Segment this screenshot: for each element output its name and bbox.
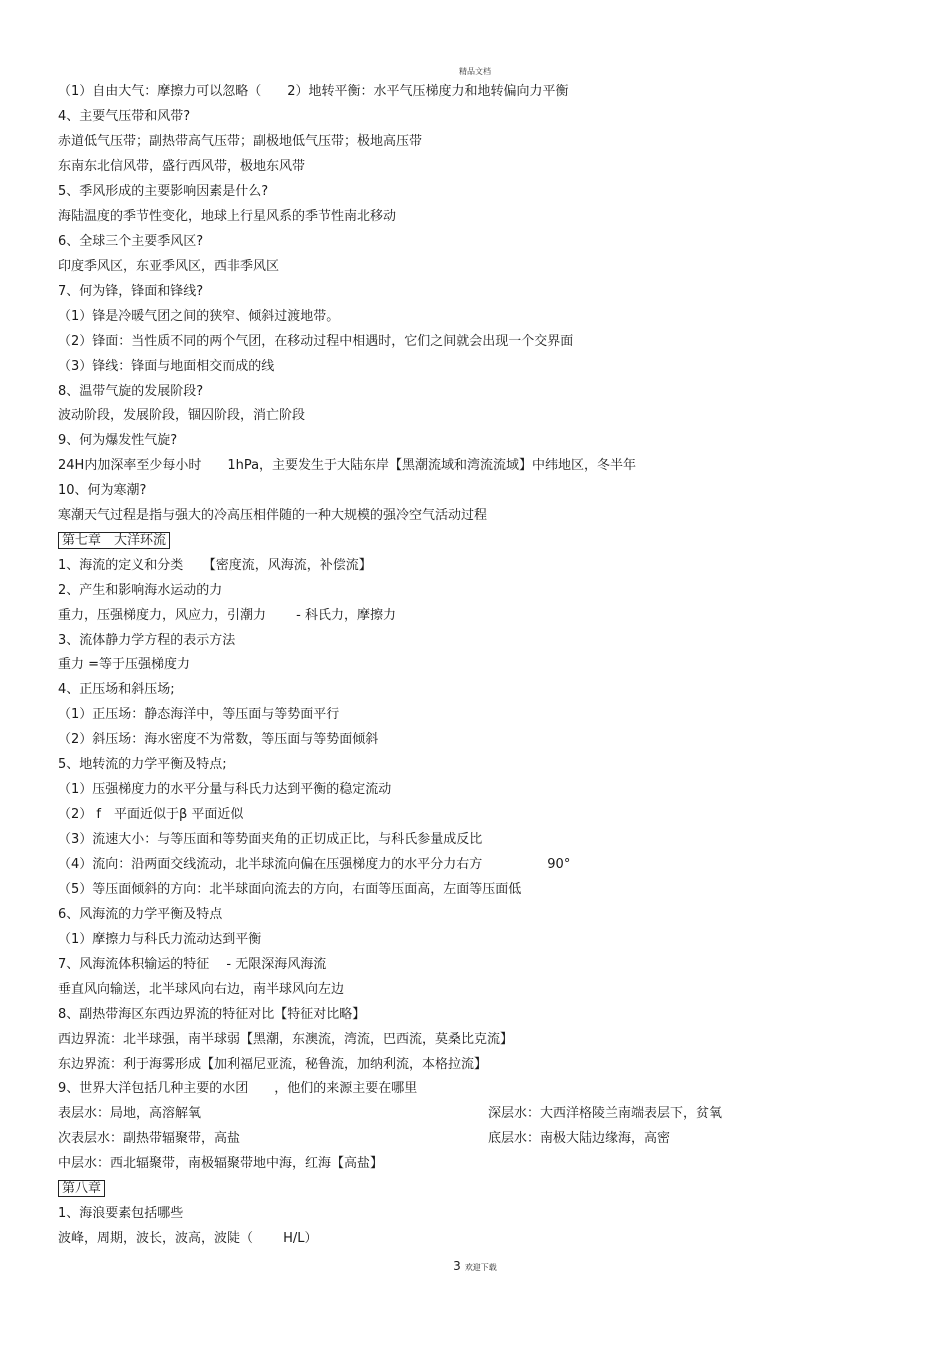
question-heading: 4、主要气压带和风带? <box>58 109 191 124</box>
footer-text: 欢迎下载 <box>464 1263 497 1272</box>
text-line: 海陆温度的季节性变化，地球上行星风系的季节性南北移动 <box>58 209 397 224</box>
question-heading: 1、海流的定义和分类 【密度流，风海流，补偿流】 <box>58 558 372 573</box>
question-heading: 6、风海流的力学平衡及特点 <box>58 907 223 922</box>
question-heading: 7、何为锋，锋面和锋线? <box>58 284 204 299</box>
text-line: 赤道低气压带；副热带高气压带；副极地低气压带；极地高压带 <box>58 134 423 149</box>
question-heading: 7、风海流体积输运的特征 - 无限深海风海流 <box>58 957 327 972</box>
text-line: 垂直风向输送，北半球风向右边，南半球风向左边 <box>58 982 345 997</box>
question-heading: 8、温带气旋的发展阶段? <box>58 384 204 399</box>
text-line: 印度季风区，东亚季风区，西非季风区 <box>58 259 280 274</box>
chapter-title-wrap <box>58 533 170 549</box>
text-line: （1）锋是冷暖气团之间的狭窄、倾斜过渡地带。 <box>58 309 340 324</box>
text-line: （3）流速大小：与等压面和等势面夹角的正切成正比，与科氏参量成反比 <box>58 832 483 847</box>
question-heading: 1、海浪要素包括哪些 <box>58 1206 184 1221</box>
text-line: （2）斜压场：海水密度不为常数，等压面与等势面倾斜 <box>58 732 379 747</box>
text-line: （2）锋面：当性质不同的两个气团，在移动过程中相遇时，它们之间就会出现一个交界面 <box>58 334 574 349</box>
text-line: 中层水：西北辐聚带，南极辐聚带地中海，红海【高盐】 <box>58 1156 384 1171</box>
text-line: 东边界流：利于海雾形成【加利福尼亚流，秘鲁流，加纳利流，本格拉流】 <box>58 1057 488 1072</box>
text-line: 次表层水：副热带辐聚带，高盐 <box>58 1131 241 1146</box>
page-header: 精品文档 <box>459 67 491 76</box>
chapter-title: 第八章 <box>58 1180 105 1197</box>
question-heading: 8、副热带海区东西边界流的特征对比【特征对比略】 <box>58 1007 366 1022</box>
chapter-title: 第七章 大洋环流 <box>58 532 170 549</box>
question-heading: 5、季风形成的主要影响因素是什么? <box>58 184 269 199</box>
question-heading: 9、何为爆发性气旋? <box>58 433 178 448</box>
question-heading: 9、世界大洋包括几种主要的水团 ，他们的来源主要在哪里 <box>58 1081 418 1096</box>
text-line: （4）流向：沿两面交线流动，北半球流向偏在压强梯度力的水平分力右方 90° <box>58 857 571 872</box>
question-heading: 6、全球三个主要季风区? <box>58 234 204 249</box>
text-line: 波峰，周期，波长，波高，波陡（ H/L） <box>58 1231 318 1246</box>
text-line: （1）压强梯度力的水平分量与科氏力达到平衡的稳定流动 <box>58 782 392 797</box>
text-line: （1）自由大气：摩擦力可以忽略（ 2）地转平衡：水平气压梯度力和地转偏向力平衡 <box>58 84 569 99</box>
text-line: 底层水：南极大陆边缘海，高密 <box>488 1131 671 1146</box>
chapter-title-wrap <box>58 1181 105 1197</box>
text-line: 深层水：大西洋格陵兰南端表层下，贫氧 <box>488 1106 723 1121</box>
question-heading: 10、何为寒潮? <box>58 483 147 498</box>
page-footer <box>0 1259 950 1273</box>
text-line: 寒潮天气过程是指与强大的冷高压相伴随的一种大规模的强冷空气活动过程 <box>58 508 488 523</box>
question-heading: 2、产生和影响海水运动的力 <box>58 583 223 598</box>
text-line: （3）锋线：锋面与地面相交而成的线 <box>58 359 275 374</box>
text-line: 西边界流：北半球强，南半球弱【黑潮，东澳流，湾流，巴西流，莫桑比克流】 <box>58 1032 514 1047</box>
question-heading: 3、流体静力学方程的表示方法 <box>58 633 236 648</box>
page-number: 3 <box>453 1259 461 1273</box>
text-line: 东南东北信风带，盛行西风带，极地东风带 <box>58 159 306 174</box>
text-line: （1）正压场：静态海洋中，等压面与等势面平行 <box>58 707 340 722</box>
text-line: 重力 =等于压强梯度力 <box>58 657 191 672</box>
text-line: （5）等压面倾斜的方向：北半球面向流去的方向，右面等压面高，左面等压面低 <box>58 882 522 897</box>
text-line: 24H内加深率至少每小时 1hPa，主要发生于大陆东岸【黑潮流域和湾流流域】中纬地区，冬半年 <box>58 458 637 473</box>
text-line: 波动阶段，发展阶段，锢囚阶段，消亡阶段 <box>58 408 306 423</box>
text-line: 表层水：局地，高溶解氧 <box>58 1106 202 1121</box>
text-line: （1）摩擦力与科氏力流动达到平衡 <box>58 932 262 947</box>
question-heading: 4、正压场和斜压场; <box>58 682 175 697</box>
text-line: 重力，压强梯度力，风应力，引潮力 - 科氏力，摩擦力 <box>58 608 396 623</box>
text-line: （2） f 平面近似于β 平面近似 <box>58 807 244 822</box>
question-heading: 5、地转流的力学平衡及特点; <box>58 757 227 772</box>
